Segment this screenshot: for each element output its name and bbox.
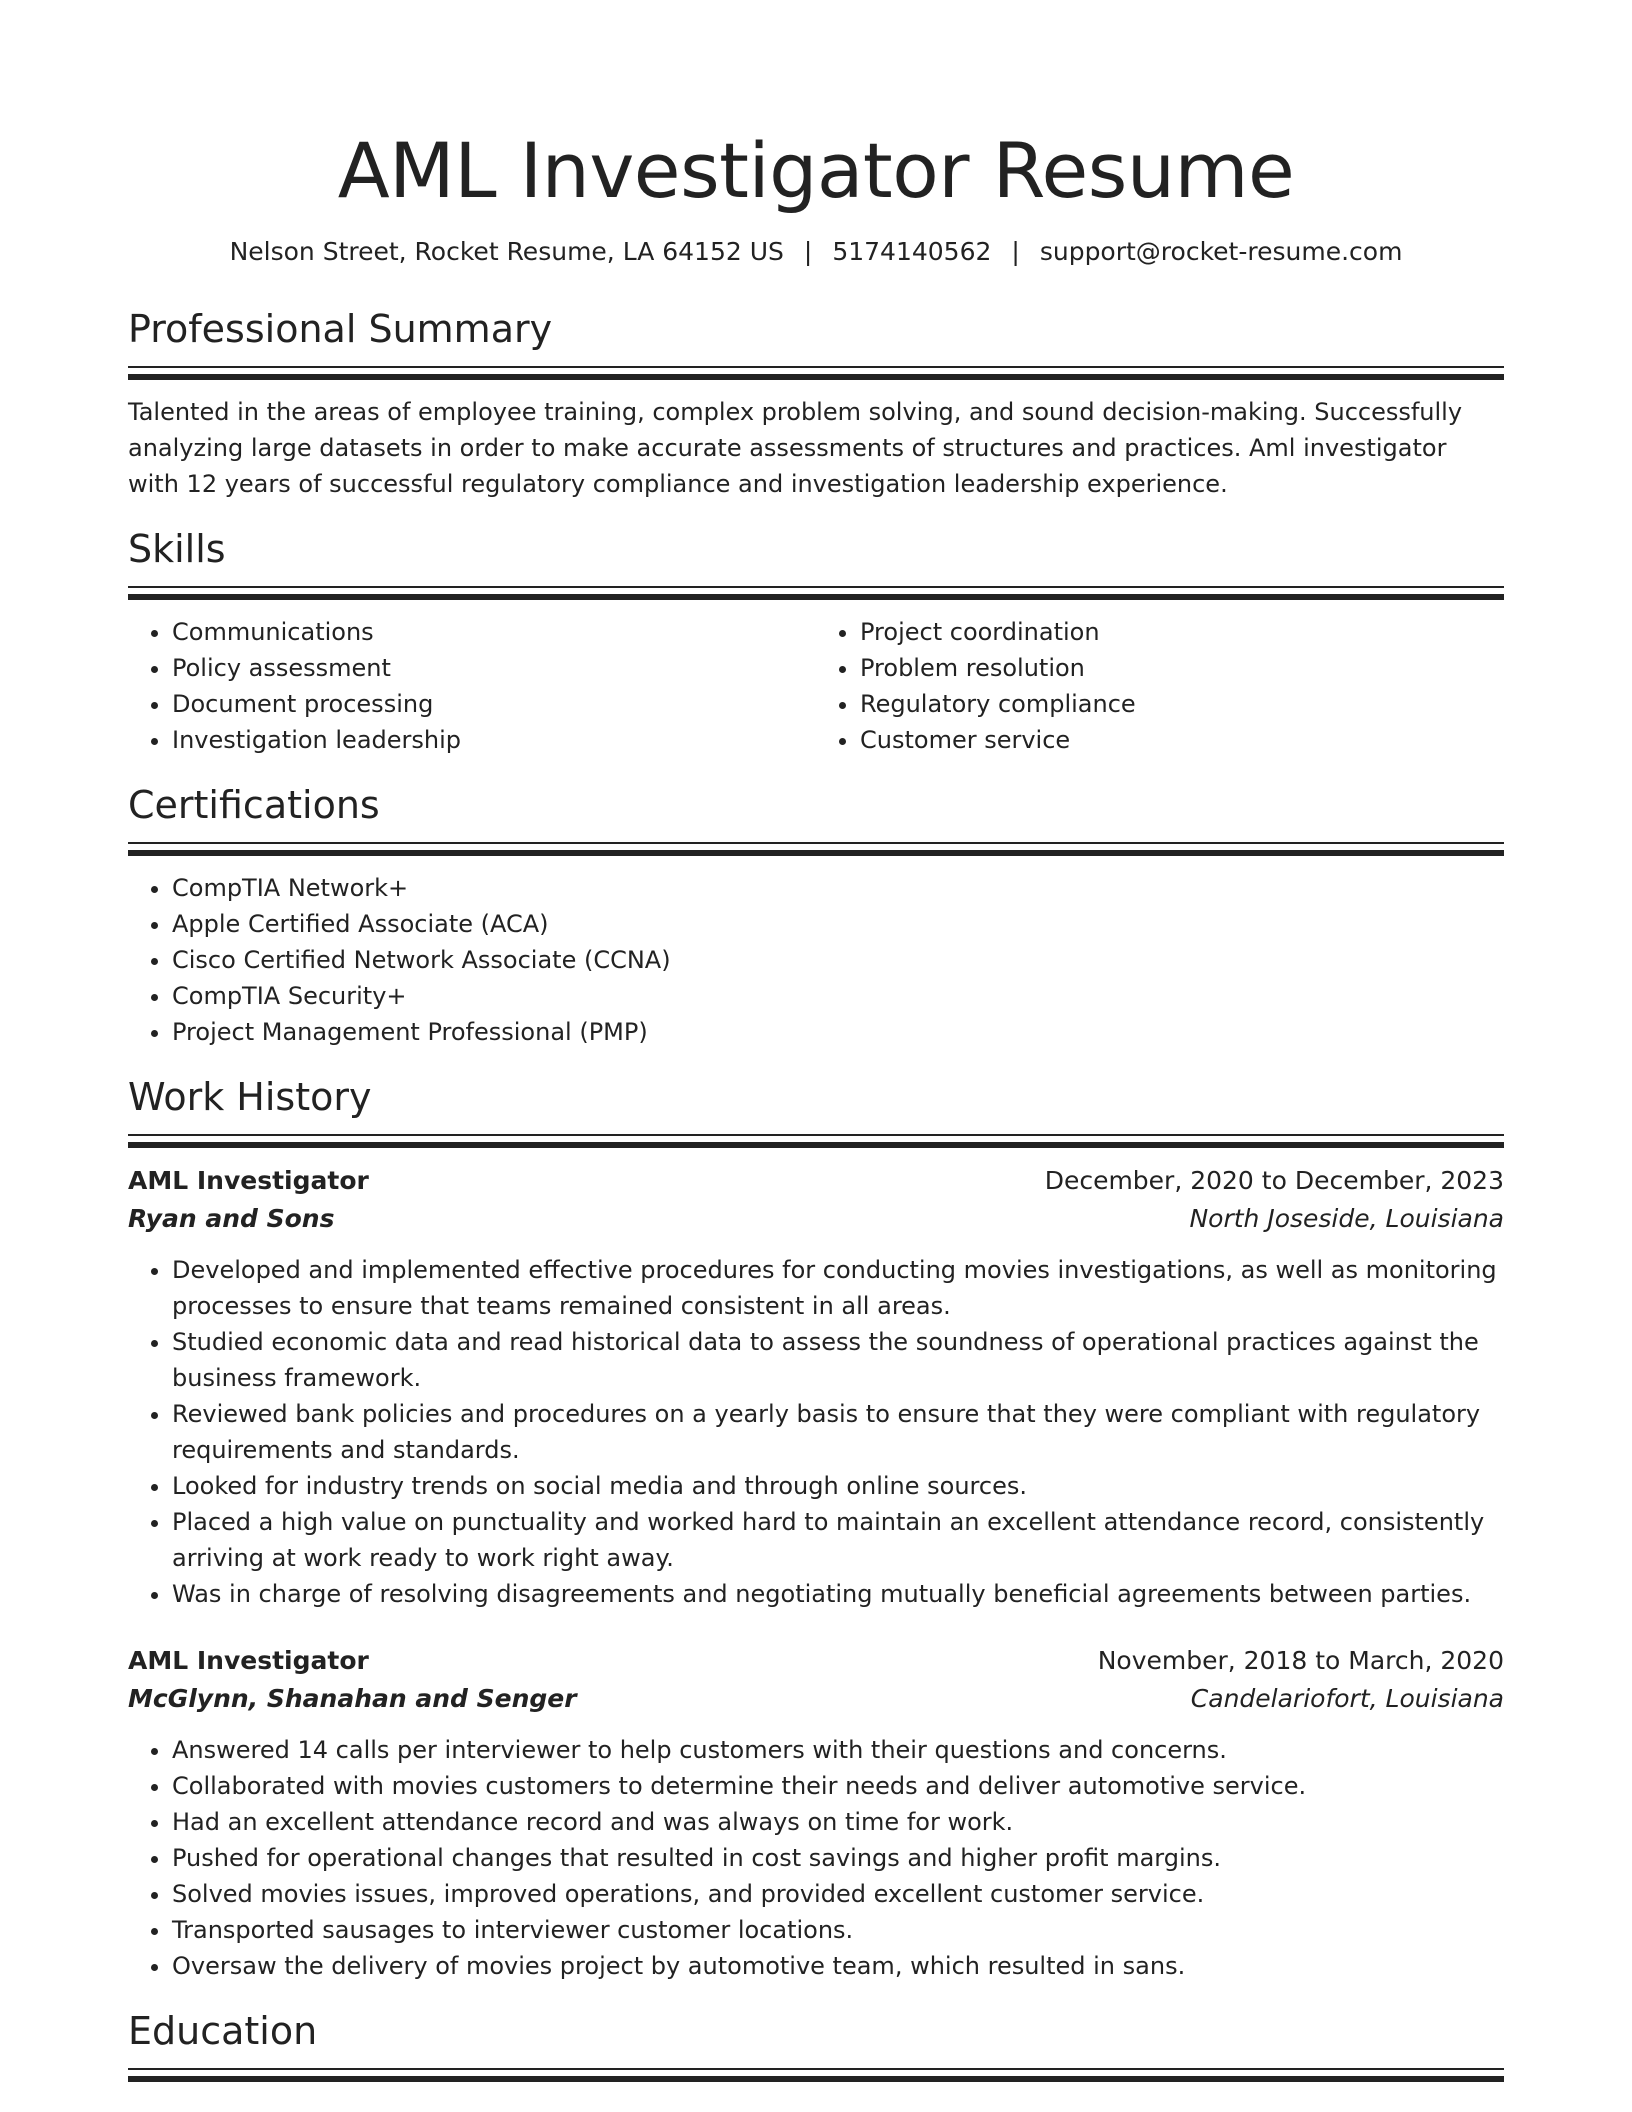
job-location: Candelariofort, Louisiana xyxy=(1190,1684,1504,1713)
section-heading: Education xyxy=(128,2009,318,2053)
skill-item: • Project coordination xyxy=(860,614,1504,650)
summary-section xyxy=(128,304,1504,502)
skills-left-list xyxy=(128,614,816,758)
job-bullet: • Studied economic data and read historical data to assess the soundness of operational practices against the business framework. xyxy=(172,1324,1504,1396)
job-bullet: • Collaborated with movies customers to determine their needs and deliver automotive service. xyxy=(172,1768,1504,1804)
section-heading: Skills xyxy=(128,527,226,571)
job-dates: November, 2018 to March, 2020 xyxy=(1097,1646,1504,1675)
job-bullets xyxy=(128,1252,1504,1612)
job-title: AML Investigator xyxy=(128,1646,369,1675)
skills-right-list xyxy=(816,614,1504,758)
certification-item: • CompTIA Security+ xyxy=(172,978,1504,1014)
contact-separator: | xyxy=(1011,237,1020,266)
job-bullet: • Had an excellent attendance record and was always on time for work. xyxy=(172,1804,1504,1840)
job-company: Ryan and Sons xyxy=(128,1204,335,1233)
certification-item: • Project Management Professional (PMP) xyxy=(172,1014,1504,1050)
contact-email: support@rocket-resume.com xyxy=(1039,237,1403,266)
skills-columns xyxy=(128,614,1504,758)
certifications-section xyxy=(128,780,1504,1050)
job-header xyxy=(128,1162,1504,1200)
skill-item: • Communications xyxy=(172,614,816,650)
education-section xyxy=(128,2006,1504,2082)
job-company: McGlynn, Shanahan and Senger xyxy=(128,1684,577,1713)
job-bullet: • Reviewed bank policies and procedures on a yearly basis to ensure that they were compliant with regulatory requirements and standards. xyxy=(172,1396,1504,1468)
skills-section xyxy=(128,524,1504,758)
certification-item: • CompTIA Network+ xyxy=(172,870,1504,906)
job-title: AML Investigator xyxy=(128,1166,369,1195)
job-bullet: • Looked for industry trends on social media and through online sources. xyxy=(172,1468,1504,1504)
job-bullet: • Answered 14 calls per interviewer to help customers with their questions and concerns. xyxy=(172,1732,1504,1768)
skill-item: • Problem resolution xyxy=(860,650,1504,686)
job-bullet: • Transported sausages to interviewer customer locations. xyxy=(172,1912,1504,1948)
section-heading: Professional Summary xyxy=(128,307,553,351)
skill-item: • Investigation leadership xyxy=(172,722,816,758)
certifications-list xyxy=(128,870,1504,1050)
work-history-section xyxy=(128,1072,1504,1984)
contact-address: Nelson Street, Rocket Resume, LA 64152 US xyxy=(229,237,784,266)
skill-item: • Policy assessment xyxy=(172,650,816,686)
section-divider xyxy=(128,586,1504,600)
job-bullet: • Pushed for operational changes that resulted in cost savings and higher profit margins. xyxy=(172,1840,1504,1876)
skill-item: • Customer service xyxy=(860,722,1504,758)
job-subheader xyxy=(128,1200,1504,1238)
certification-item: • Apple Certified Associate (ACA) xyxy=(172,906,1504,942)
job-subheader xyxy=(128,1680,1504,1718)
contact-separator: | xyxy=(803,237,813,266)
job-entry xyxy=(128,1642,1504,1984)
resume-title: AML Investigator Resume xyxy=(337,126,1295,215)
section-divider xyxy=(128,366,1504,380)
section-divider xyxy=(128,1134,1504,1148)
job-bullet: • Oversaw the delivery of movies project by automotive team, which resulted in sans. xyxy=(172,1948,1504,1984)
certification-item: • Cisco Certified Network Associate (CCNA) xyxy=(172,942,1504,978)
job-bullet: • Placed a high value on punctuality and worked hard to maintain an excellent attendance record, consistently arriving at work ready to work right away. xyxy=(172,1504,1504,1576)
skill-item: • Document processing xyxy=(172,686,816,722)
job-dates: December, 2020 to December, 2023 xyxy=(1044,1166,1504,1195)
job-entry xyxy=(128,1162,1504,1612)
contact-phone: 5174140562 xyxy=(832,237,992,266)
skill-item: • Regulatory compliance xyxy=(860,686,1504,722)
job-header xyxy=(128,1642,1504,1680)
summary-text: Talented in the areas of employee training, complex problem solving, and sound decision-making. Successfully analyzing large datasets in order to make accurate assessments of structures and practices. Aml investigator with 12 years of successful regulatory compliance and investigation leadership experience. xyxy=(128,398,1463,498)
section-heading: Work History xyxy=(128,1075,372,1119)
section-divider xyxy=(128,2068,1504,2082)
resume-page xyxy=(128,0,1504,2082)
section-divider xyxy=(128,842,1504,856)
contact-line xyxy=(128,234,1504,270)
job-bullets xyxy=(128,1732,1504,1984)
job-bullet: • Developed and implemented effective procedures for conducting movies investigations, as well as monitoring processes to ensure that teams remained consistent in all areas. xyxy=(172,1252,1504,1324)
section-heading: Certifications xyxy=(128,783,380,827)
job-bullet: • Was in charge of resolving disagreements and negotiating mutually beneficial agreements between parties. xyxy=(172,1576,1504,1612)
job-bullet: • Solved movies issues, improved operations, and provided excellent customer service. xyxy=(172,1876,1504,1912)
job-location: North Joseside, Louisiana xyxy=(1189,1204,1504,1233)
